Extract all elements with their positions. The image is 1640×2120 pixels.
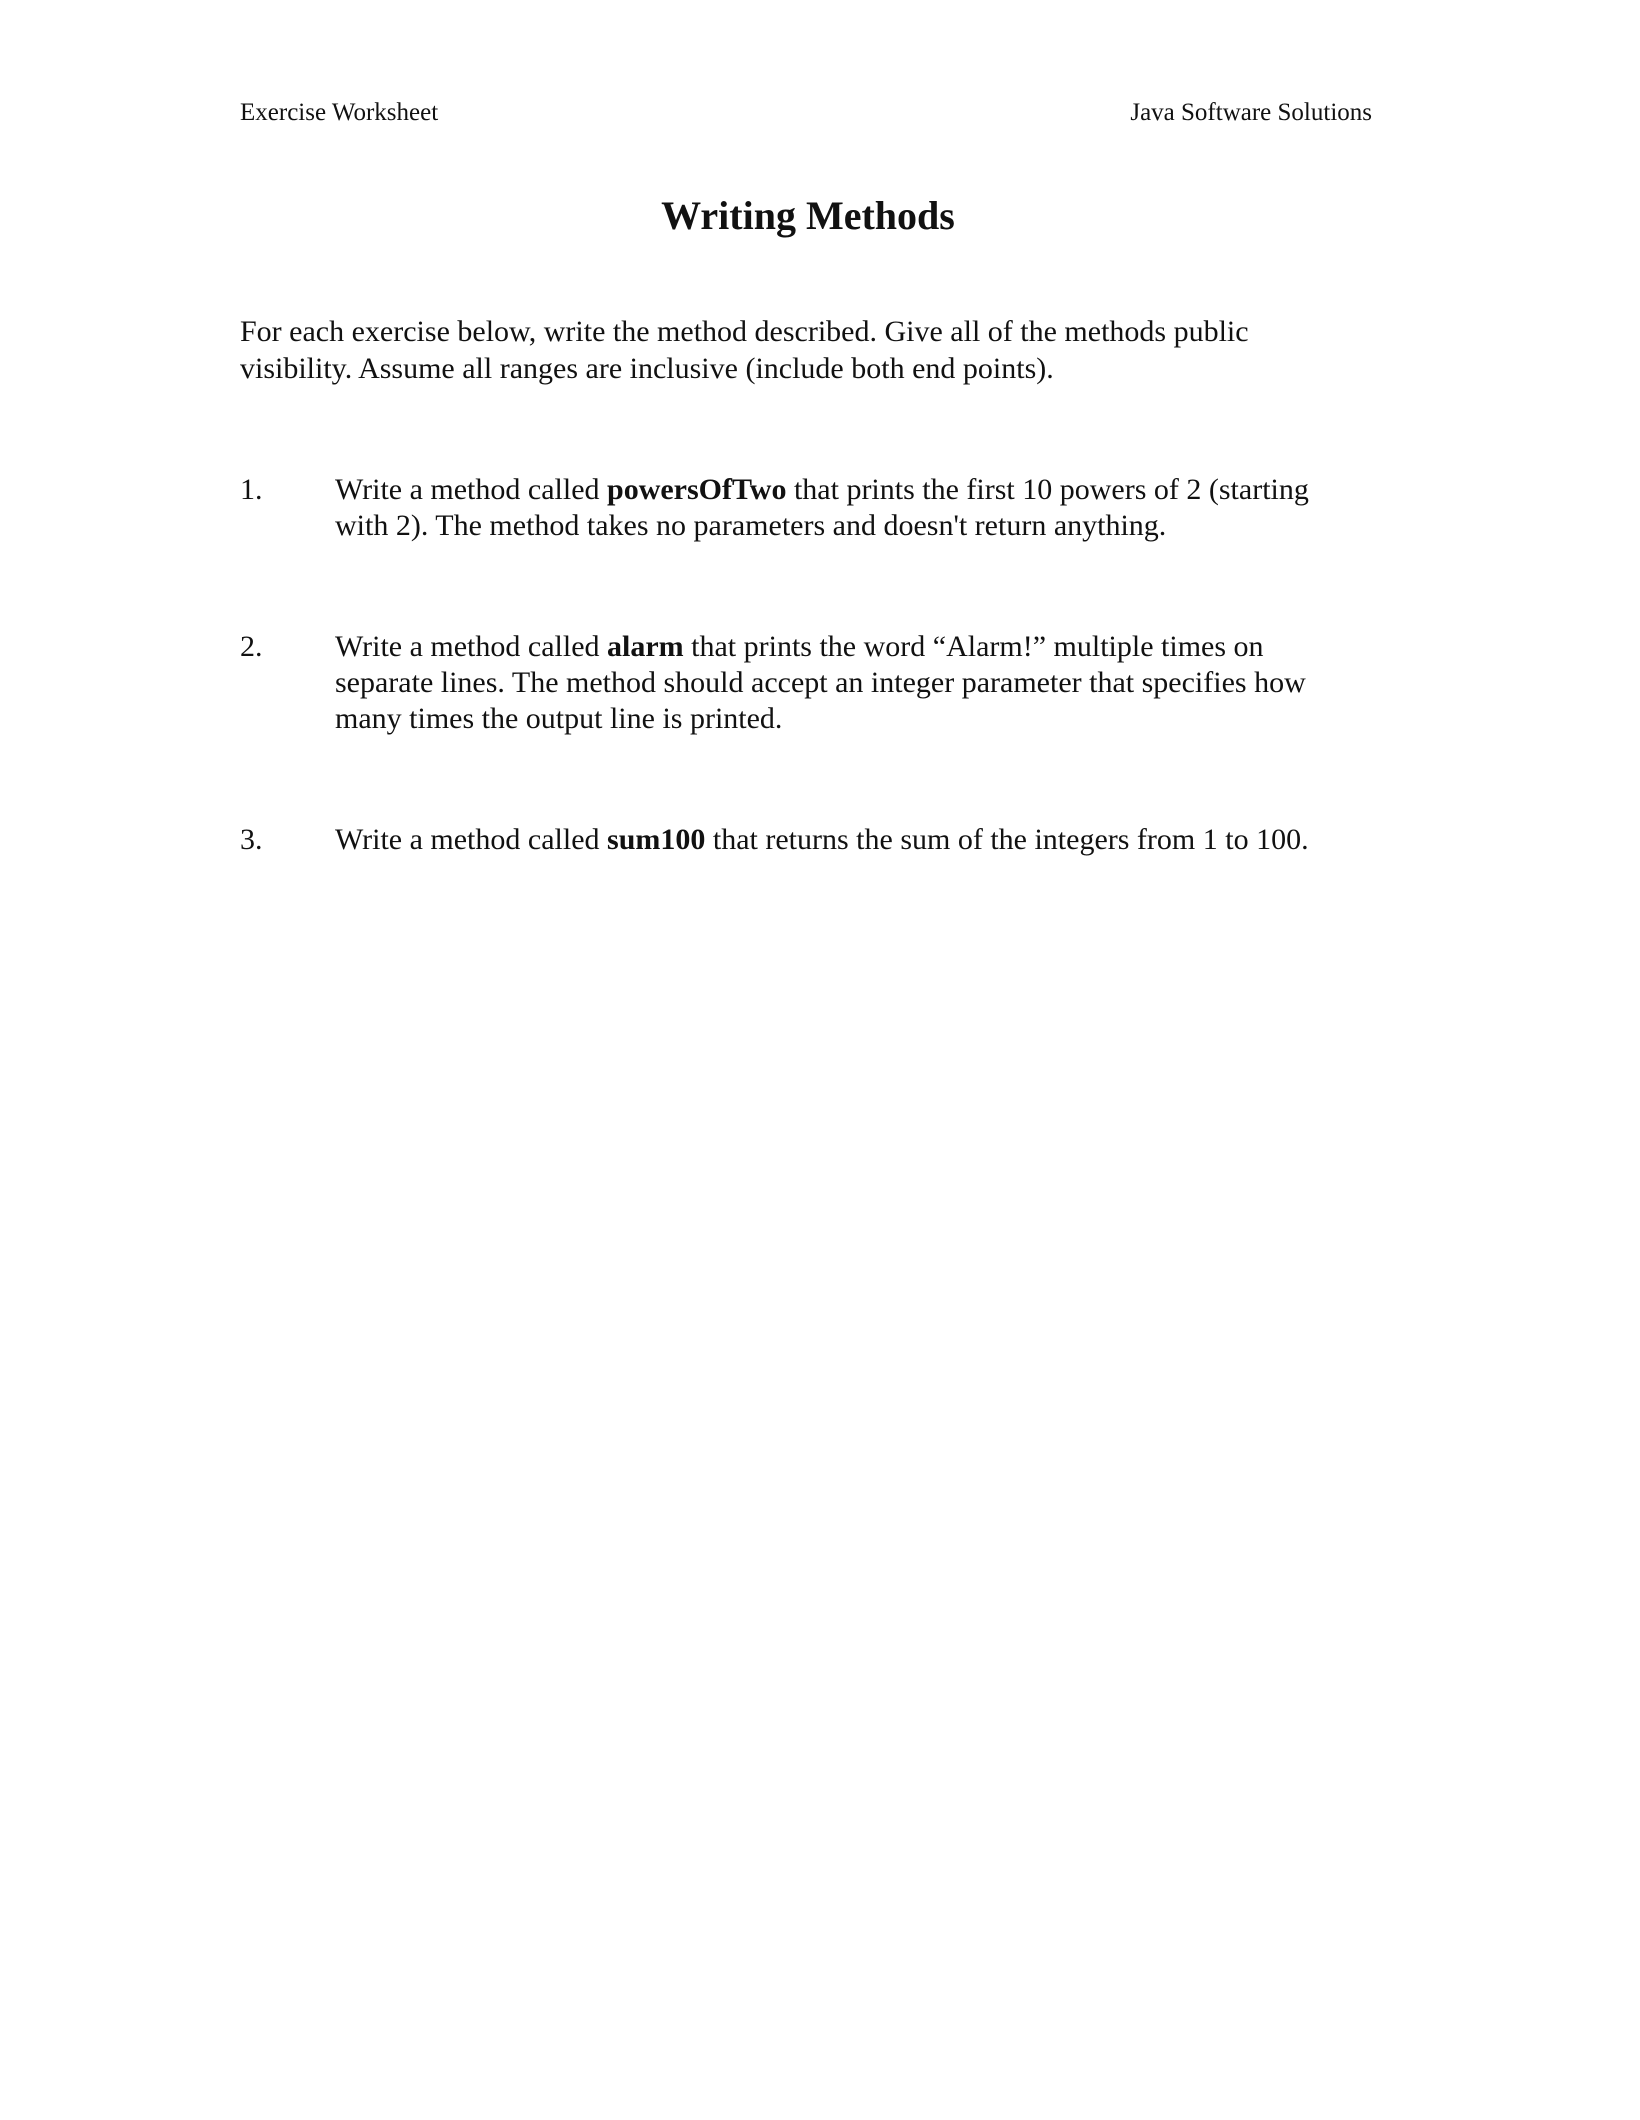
exercise-method-name: sum100 [607,823,706,856]
exercise-text-before: Write a method called [335,823,608,856]
exercise-text-before: Write a method called [335,630,608,663]
exercise-number: 3. [240,823,263,856]
intro-paragraph: For each exercise below, write the method described. Give all of the methods public visibility. Assume all ranges are inclusive (include both end points). [240,315,1249,385]
exercise-text-after: that prints the first 10 powers of 2 (starting with 2). The method takes no parameters and doesn't return anything. [335,473,1309,542]
page-title: Writing Methods [661,193,955,238]
exercise-text [335,822,1395,858]
exercise-number: 2. [240,630,263,663]
exercise-text-before: Write a method called [335,473,608,506]
exercise-method-name: alarm [607,630,684,663]
exercise-number: 1. [240,473,263,506]
header-right-text: Java Software Solutions [1130,99,1372,126]
exercise-method-name: powersOfTwo [607,473,787,506]
exercise-text-after: that returns the sum of the integers from 1 to 100. [705,823,1309,856]
exercise-text [335,629,1395,737]
exercise-text [335,472,1395,544]
header-left-text: Exercise Worksheet [240,99,439,126]
exercise-text-after: that prints the word “Alarm!” multiple times on separate lines. The method should accept an integer parameter that specifies how many times the output line is printed. [335,630,1306,735]
